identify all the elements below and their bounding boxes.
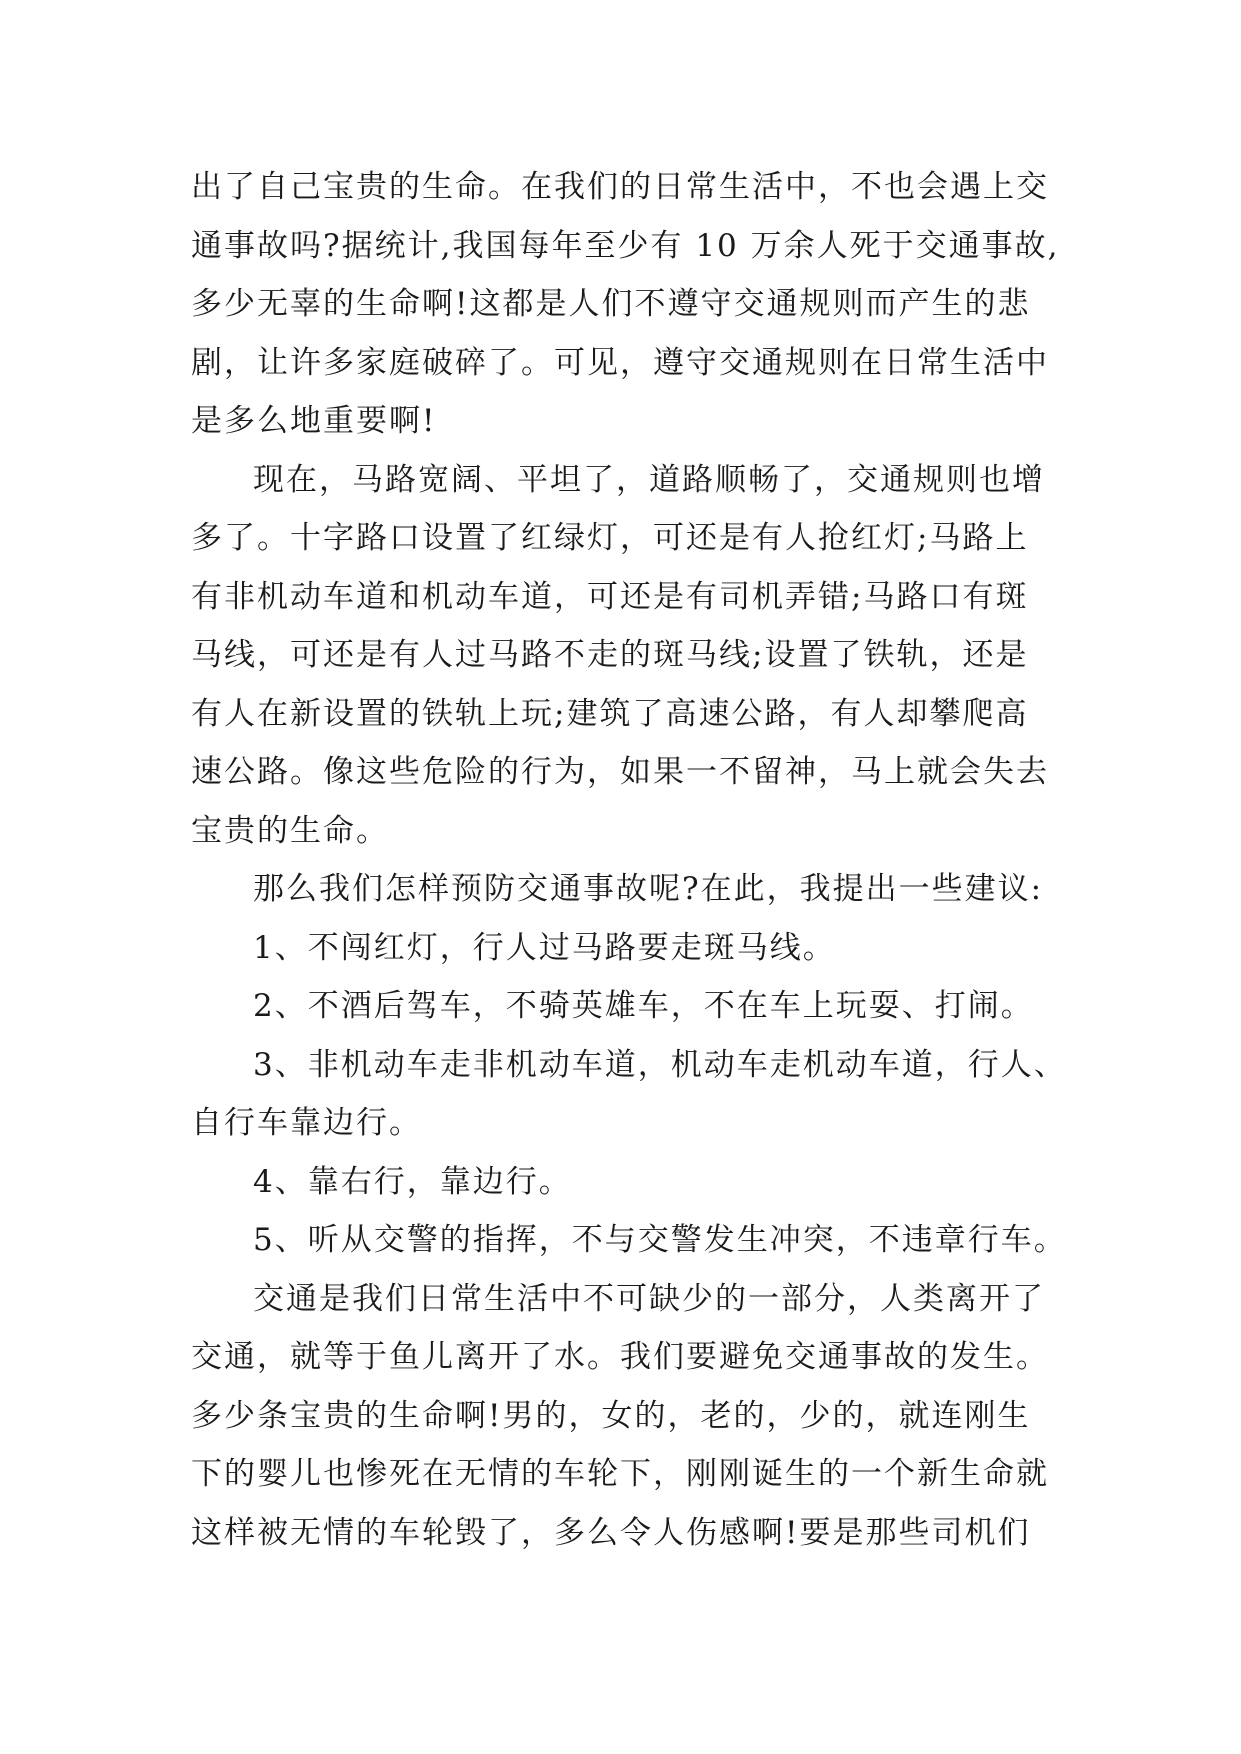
text-line: 有非机动车道和机动车道，可还是有司机弄错;马路口有斑 (191, 578, 1029, 615)
text-line: 宝贵的生命。 (191, 812, 389, 849)
list-item-1: 1、不闯红灯，行人过马路要走斑马线。 (253, 929, 836, 966)
text-line: 是多么地重要啊! (191, 403, 437, 439)
text-line: 出了自己宝贵的生命。在我们的日常生活中，不也会遇上交 (191, 169, 1049, 205)
text-line: 通事故吗?据统计,我国每年至少有 10 万余人死于交通事故, (191, 227, 1060, 264)
text-line: 有人在新设置的铁轨上玩;建筑了高速公路，有人却攀爬高 (191, 695, 1029, 732)
list-item-2: 2、不酒后驾车，不骑英雄车，不在车上玩耍、打闹。 (253, 988, 1034, 1024)
text-line: 多少无辜的生命啊!这都是人们不遵守交通规则而产生的悲 (191, 286, 1031, 322)
paragraph-first-line: 交通是我们日常生活中不可缺少的一部分，人类离开了 (253, 1280, 1045, 1317)
paragraph-first-line: 那么我们怎样预防交通事故呢?在此，我提出一些建议: (253, 871, 1044, 907)
paragraph-first-line: 现在，马路宽阔、平坦了，道路顺畅了，交通规则也增 (253, 461, 1045, 498)
text-line: 剧，让许多家庭破碎了。可见，遵守交通规则在日常生活中 (191, 344, 1049, 381)
text-line: 下的婴儿也惨死在无情的车轮下，刚刚诞生的一个新生命就 (191, 1456, 1049, 1492)
list-item-5: 5、听从交警的指挥，不与交警发生冲突，不违章行车。 (253, 1222, 1067, 1258)
text-line: 多少条宝贵的生命啊!男的，女的，老的，少的，就连刚生 (191, 1397, 1031, 1434)
text-line: 马线，可还是有人过马路不走的斑马线;设置了铁轨，还是 (191, 637, 1029, 673)
list-item-3: 3、非机动车走非机动车道，机动车走机动车道，行人、 (253, 1046, 1067, 1083)
list-item-4: 4、靠右行，靠边行。 (253, 1163, 572, 1200)
text-line: 交通，就等于鱼儿离开了水。我们要避免交通事故的发生。 (191, 1339, 1049, 1375)
text-line: 自行车靠边行。 (191, 1105, 422, 1141)
text-line: 多了。十字路口设置了红绿灯，可还是有人抢红灯;马路上 (191, 520, 1029, 556)
text-line: 这样被无情的车轮毁了，多么令人伤感啊!要是那些司机们 (191, 1514, 1031, 1551)
document-body (191, 158, 1071, 1562)
text-line: 速公路。像这些危险的行为，如果一不留神，马上就会失去 (191, 754, 1049, 790)
